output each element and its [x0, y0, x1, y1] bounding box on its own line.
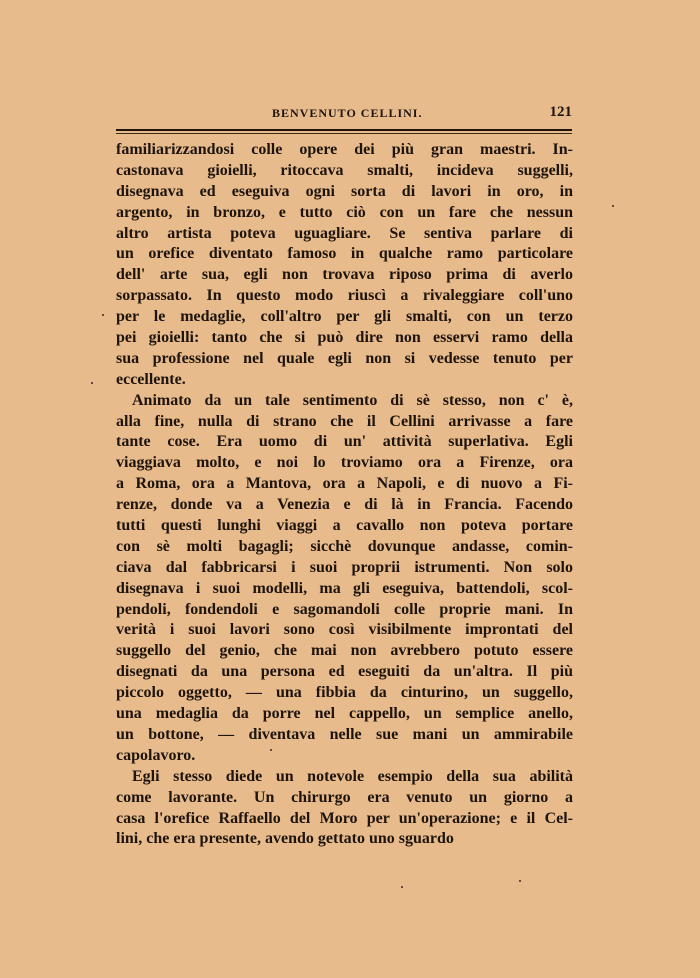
text-line: sua professione nel quale egli non si vedesse tenuto per	[116, 349, 573, 367]
text-line: per le medaglie, coll'altro per gli smalti, con un terzo	[116, 308, 573, 326]
header-rule	[116, 129, 572, 131]
text-line: verità i suoi lavori sono così visibilmente improntati del	[116, 621, 573, 639]
text-line: dell' arte sua, egli non trovava riposo prima di averlo	[116, 266, 573, 284]
text-line: a Roma, ora a Mantova, ora a Napoli, e di nuovo a Fi-	[116, 475, 573, 493]
running-title: BENVENUTO CELLINI.	[272, 106, 423, 120]
text-line: piccolo oggetto, — una fibbia da cinturino, un suggello,	[116, 684, 573, 702]
text-line: tante cose. Era uomo di un' attività superlativa. Egli	[116, 433, 573, 451]
text-line: pendoli, fondendoli e sagomandoli colle proprie mani. In	[116, 600, 573, 618]
text-line: Animato da un tale sentimento di sè stesso, non c' è,	[132, 391, 573, 409]
text-line: lini, che era presente, avendo gettato uno sguardo	[116, 830, 454, 848]
paper-speck	[102, 314, 104, 316]
running-head	[116, 106, 574, 126]
text-line: con sè molti bagagli; sicchè dovunque andasse, comin-	[116, 537, 573, 555]
header-rule-thin	[116, 133, 572, 134]
text-line: renze, donde va a Venezia e di là in Francia. Facendo	[116, 496, 573, 514]
text-line: suggello del genio, che mai non avrebbero potuto essere	[116, 642, 573, 660]
text-line: tutti questi lunghi viaggi a cavallo non poteva portare	[116, 517, 573, 535]
text-line: disegnava i suoi modelli, ma gli eseguiva, battendoli, scol-	[116, 579, 573, 597]
text-line: pei gioielli: tanto che si può dire non esservi ramo della	[116, 329, 573, 347]
text-line: Egli stesso diede un notevole esempio della sua abilità	[132, 767, 573, 785]
text-line: una medaglia da porre nel cappello, un semplice anello,	[116, 705, 573, 723]
text-line: castonava gioielli, ritoccava smalti, incideva suggelli,	[116, 161, 573, 179]
text-line: capolavoro.	[116, 746, 196, 764]
text-line: sorpassato. In questo modo riuscì a rivaleggiare coll'uno	[116, 287, 573, 305]
text-line: ciava dal fabbricarsi i suoi proprii istrumenti. Non solo	[116, 558, 573, 576]
text-line: argento, in bronzo, e tutto ciò con un fare che nessun	[116, 203, 573, 221]
text-line: familiarizzandosi colle opere dei più gran maestri. In-	[116, 141, 573, 158]
text-line: alla fine, nulla di strano che il Cellini arrivasse a fare	[116, 412, 573, 430]
paper-speck	[401, 886, 403, 888]
paper-speck	[270, 749, 272, 751]
text-line: disegnava ed eseguiva ogni sorta di lavori in oro, in	[116, 182, 573, 200]
text-line: un orefice diventato famoso in qualche ramo particolare	[116, 245, 573, 263]
paper-speck	[612, 205, 614, 207]
paper-speck	[519, 880, 521, 882]
text-line: altro artista poteva uguagliare. Se sentiva parlare di	[116, 224, 573, 242]
text-line: casa l'orefice Raffaello del Moro per un'operazione; e il Cel-	[116, 809, 573, 827]
text-line: un bottone, — diventava nelle sue mani un ammirabile	[116, 725, 573, 743]
page-number: 121	[549, 104, 572, 120]
text-line: viaggiava molto, e noi lo troviamo ora a Firenze, ora	[116, 454, 573, 472]
paper-speck	[91, 382, 93, 384]
text-line: disegnati da una persona ed eseguiti da un'altra. Il più	[116, 663, 573, 681]
body-text	[116, 140, 573, 850]
text-line: come lavorante. Un chirurgo era venuto un giorno a	[116, 788, 573, 806]
text-line: eccellente.	[116, 370, 186, 388]
